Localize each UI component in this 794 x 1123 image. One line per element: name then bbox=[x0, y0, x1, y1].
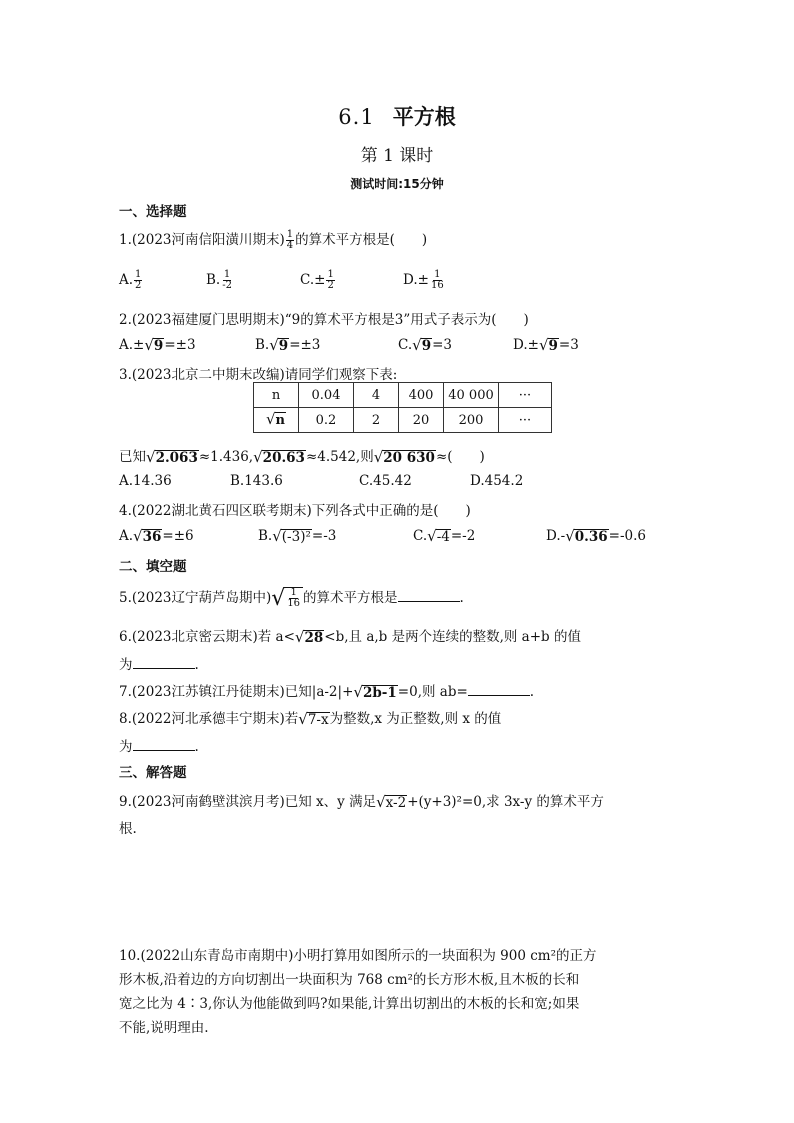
question-10-line1: 10.(2022山东青岛市南期中)小明打算用如图所示的一块面积为 900 cm²的正方 bbox=[119, 948, 597, 964]
q3-option-b: B.143.6 bbox=[230, 473, 283, 489]
question-10-line4: 不能,说明理由. bbox=[119, 1020, 209, 1036]
question-9: 9.(2023河南鹤壁淇滨月考)已知 x、y 满足 √ x-2 +(y+3)²=0,求 3x-y 的算术平方 bbox=[119, 792, 604, 811]
table-cell: 4 bbox=[354, 383, 399, 408]
q3-given: 已知 √ 2.063 ≈1.436, √ 20.63 ≈4.542,则 √ 20 630 ≈( ) bbox=[119, 447, 485, 466]
answer-blank[interactable] bbox=[468, 683, 530, 696]
table-row bbox=[254, 408, 552, 433]
table-cell: √ n bbox=[254, 408, 299, 433]
section-title: 平方根 bbox=[392, 105, 456, 129]
table-row bbox=[254, 383, 552, 408]
q4-option-d: D.- √ 0.36 =-0.6 bbox=[546, 526, 646, 545]
observation-table bbox=[253, 382, 552, 433]
table-cell: n bbox=[254, 383, 299, 408]
question-2: 2.(2023福建厦门思明期末)“9的算术平方根是3”用式子表示为( ) bbox=[119, 312, 529, 328]
section-heading-answer: 三、解答题 bbox=[119, 765, 187, 781]
table-cell: 200 bbox=[444, 408, 499, 433]
q1-option-d: D.± $\frac{1}{16}$ bbox=[403, 269, 444, 291]
answer-blank[interactable] bbox=[133, 738, 195, 751]
table-cell: ··· bbox=[499, 408, 552, 433]
question-10-line2: 形木板,沿着边的方向切割出一块面积为 768 cm²的长方形木板,且木板的长和 bbox=[119, 972, 580, 988]
table-cell: ··· bbox=[499, 383, 552, 408]
q4-option-a: A. √ 36 =±6 bbox=[119, 526, 194, 545]
test-time: 测试时间:15分钟 bbox=[350, 177, 444, 191]
table-cell: 0.04 bbox=[299, 383, 354, 408]
section-heading-choice: 一、选择题 bbox=[119, 204, 187, 220]
q3-option-a: A.14.36 bbox=[119, 473, 172, 489]
question-6: 6.(2023北京密云期末)若 a< √ 28 <b,且 a,b 是两个连续的整数,则 a+b 的值 bbox=[119, 627, 581, 646]
question-8-line2: 为 . bbox=[119, 739, 199, 755]
question-4: 4.(2022湖北黄石四区联考期末)下列各式中正确的是( ) bbox=[119, 503, 471, 519]
lesson-label: 第 1 课时 bbox=[360, 146, 434, 166]
q1-fraction: $\frac{1}{4}$ bbox=[286, 229, 294, 251]
answer-blank[interactable] bbox=[398, 589, 460, 602]
q3-option-d: D.454.2 bbox=[470, 473, 524, 489]
page-title bbox=[0, 101, 794, 131]
q3-option-c: C.45.42 bbox=[359, 473, 412, 489]
q1-option-b: B. $\frac{1}{-2}$ bbox=[206, 269, 232, 291]
q2-option-b: B. √ 9 =±3 bbox=[255, 335, 321, 354]
question-10-line3: 宽之比为 4∶3,你认为他能做到吗?如果能,计算出切割出的木板的长和宽;如果 bbox=[119, 996, 580, 1012]
table-cell: 40 000 bbox=[444, 383, 499, 408]
q2-option-a: A.± √ 9 =±3 bbox=[119, 335, 196, 354]
question-6-line2: 为 . bbox=[119, 657, 199, 673]
q2-option-c: C. √ 9 =3 bbox=[398, 335, 453, 354]
question-1 bbox=[119, 228, 427, 251]
table-cell: 400 bbox=[399, 383, 444, 408]
table-cell: 2 bbox=[354, 408, 399, 433]
q1-option-c: C.± $\frac{1}{2}$ bbox=[300, 269, 334, 291]
question-5: 5.(2023辽宁葫芦岛期中) √ $\frac{1}{16}$ 的算术平方根是 . bbox=[119, 585, 464, 611]
question-7: 7.(2023江苏镇江丹徒期末)已知|a-2|+ √ 2b-1 =0,则 ab= . bbox=[119, 682, 535, 701]
section-number: 6.1 bbox=[338, 105, 375, 129]
q4-option-b: B. √ (-3)² =-3 bbox=[258, 526, 337, 545]
question-3: 3.(2023北京二中期末改编)请同学们观察下表: bbox=[119, 367, 398, 383]
q4-option-c: C. √ -4 =-2 bbox=[413, 526, 476, 545]
question-9-line2: 根. bbox=[119, 821, 137, 837]
q2-option-d: D.± √ 9 =3 bbox=[513, 335, 579, 354]
q1-suffix: 的算术平方根是( ) bbox=[295, 232, 428, 248]
question-8: 8.(2022河北承德丰宁期末)若 √ 7-x 为整数,x 为正整数,则 x 的值 bbox=[119, 709, 502, 728]
answer-blank[interactable] bbox=[133, 656, 195, 669]
table-cell: 0.2 bbox=[299, 408, 354, 433]
q1-prefix: 1.(2023河南信阳潢川期末) bbox=[119, 232, 285, 248]
q1-option-a: A. $\frac{1}{2}$ bbox=[119, 269, 142, 291]
section-heading-fill: 二、填空题 bbox=[119, 559, 187, 575]
table-cell: 20 bbox=[399, 408, 444, 433]
